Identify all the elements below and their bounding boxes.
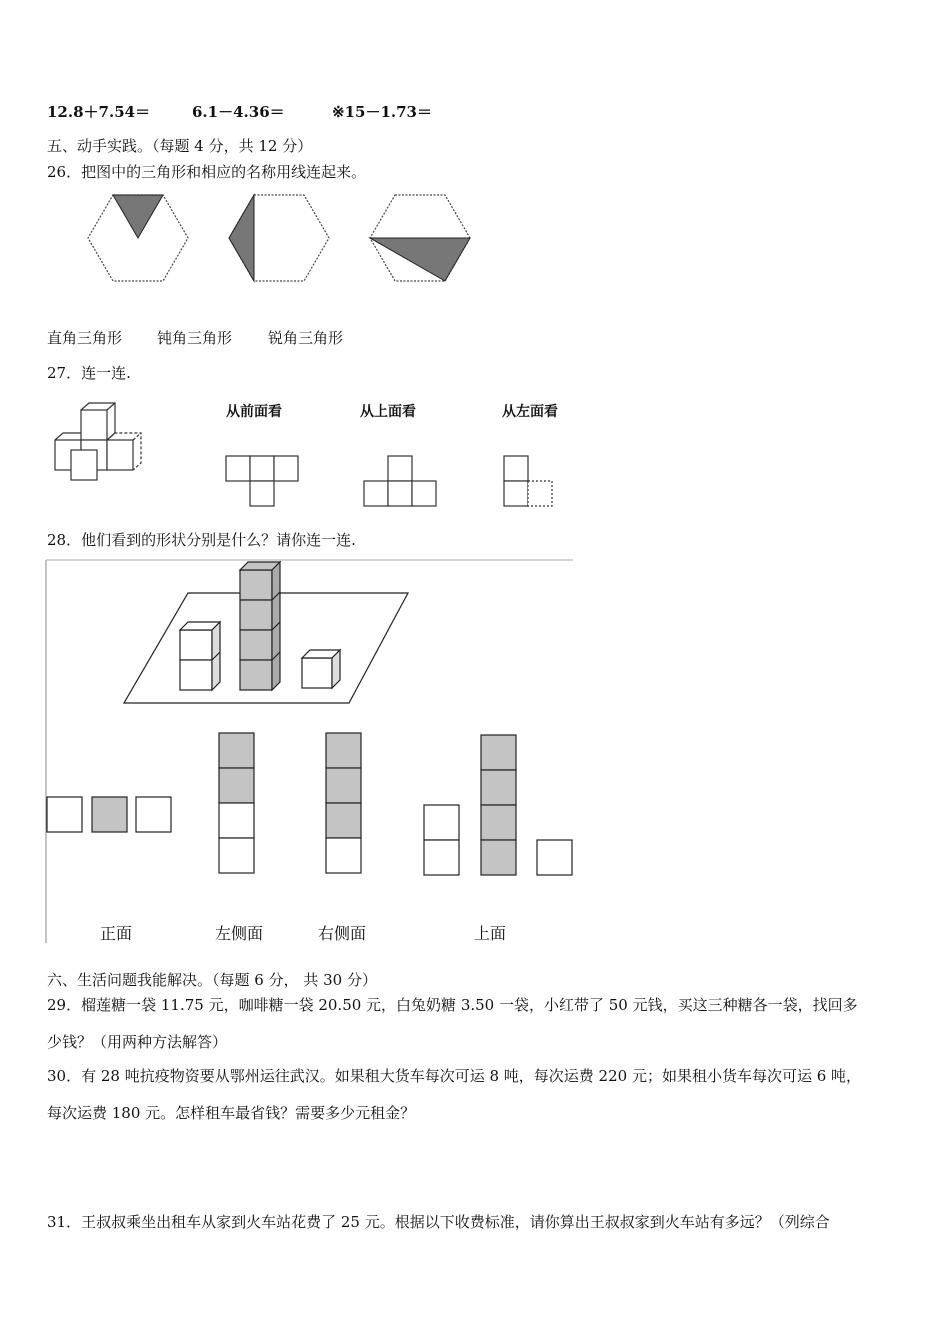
question-27-text: 27．连一连. — [47, 364, 131, 382]
label-top: 上面 — [474, 924, 507, 943]
question-29-line-1: 29．榴莲糖一袋 11.75 元，咖啡糖一袋 20.50 元，白兔奶糖 3.50 一袋，小红带了 50 元钱，买这三种糖各一袋，找回多 — [47, 996, 858, 1014]
triangle-name-obtuse: 钝角三角形 — [157, 329, 233, 347]
section-6-title: 六、生活问题我能解决。（每题 6 分， 共 30 分） — [47, 971, 377, 989]
arith-expression-2: 6.1－4.36＝ — [192, 103, 285, 121]
view-shape-t — [225, 455, 305, 510]
view-shape-inverted-t — [363, 455, 443, 510]
single-white-cube — [302, 650, 340, 688]
arith-expression-1: 12.8＋7.54＝ — [47, 103, 151, 121]
question-31-line-1: 31．王叔叔乘坐出租车从家到火车站花费了 25 元。根据以下收费标准，请你算出王叔叔家到火车站有多远？（列综合 — [47, 1213, 830, 1231]
question-30-line-2: 每次运费 180 元。怎样租车最省钱？需要多少元租金？ — [47, 1104, 416, 1122]
option-top-view — [424, 735, 572, 875]
view-shape-l — [503, 455, 558, 510]
option-right-side-view — [326, 733, 361, 873]
question-29-line-2: 少钱？（用两种方法解答） — [47, 1033, 228, 1051]
triangle-name-acute: 锐角三角形 — [268, 329, 344, 347]
option-left-side-view — [219, 733, 254, 873]
label-front: 正面 — [100, 924, 133, 943]
label-left-side: 左侧面 — [215, 924, 264, 943]
section-5-title: 五、动手实践。（每题 4 分，共 12 分） — [47, 137, 313, 155]
triangle-name-right: 直角三角形 — [47, 329, 123, 347]
stack-two-white — [180, 622, 220, 690]
cube-arrangement — [45, 400, 165, 485]
arith-expression-3: ※15－1.73＝ — [332, 103, 432, 121]
hexagon-acute-triangle — [88, 195, 188, 281]
view-matching-figure — [45, 560, 575, 945]
view-label-front: 从前面看 — [226, 404, 282, 420]
question-28-text: 28．他们看到的形状分别是什么？请你连一连. — [47, 531, 356, 549]
view-label-top: 从上面看 — [360, 404, 416, 420]
question-30-line-1: 30．有 28 吨抗疫物资要从鄂州运往武汉。如果租大货车每次可运 8 吨，每次运费 220 元；如果租小货车每次可运 6 吨， — [47, 1067, 862, 1085]
label-right-side: 右侧面 — [318, 924, 367, 943]
hexagon-right-triangle — [370, 195, 470, 281]
hexagon-figures — [40, 190, 440, 290]
stack-four-gray — [240, 562, 280, 690]
hexagon-obtuse-triangle — [229, 195, 329, 281]
question-26-text: 26．把图中的三角形和相应的名称用线连起来。 — [47, 163, 367, 181]
view-label-left: 从左面看 — [502, 404, 558, 420]
option-front-view — [47, 797, 171, 832]
